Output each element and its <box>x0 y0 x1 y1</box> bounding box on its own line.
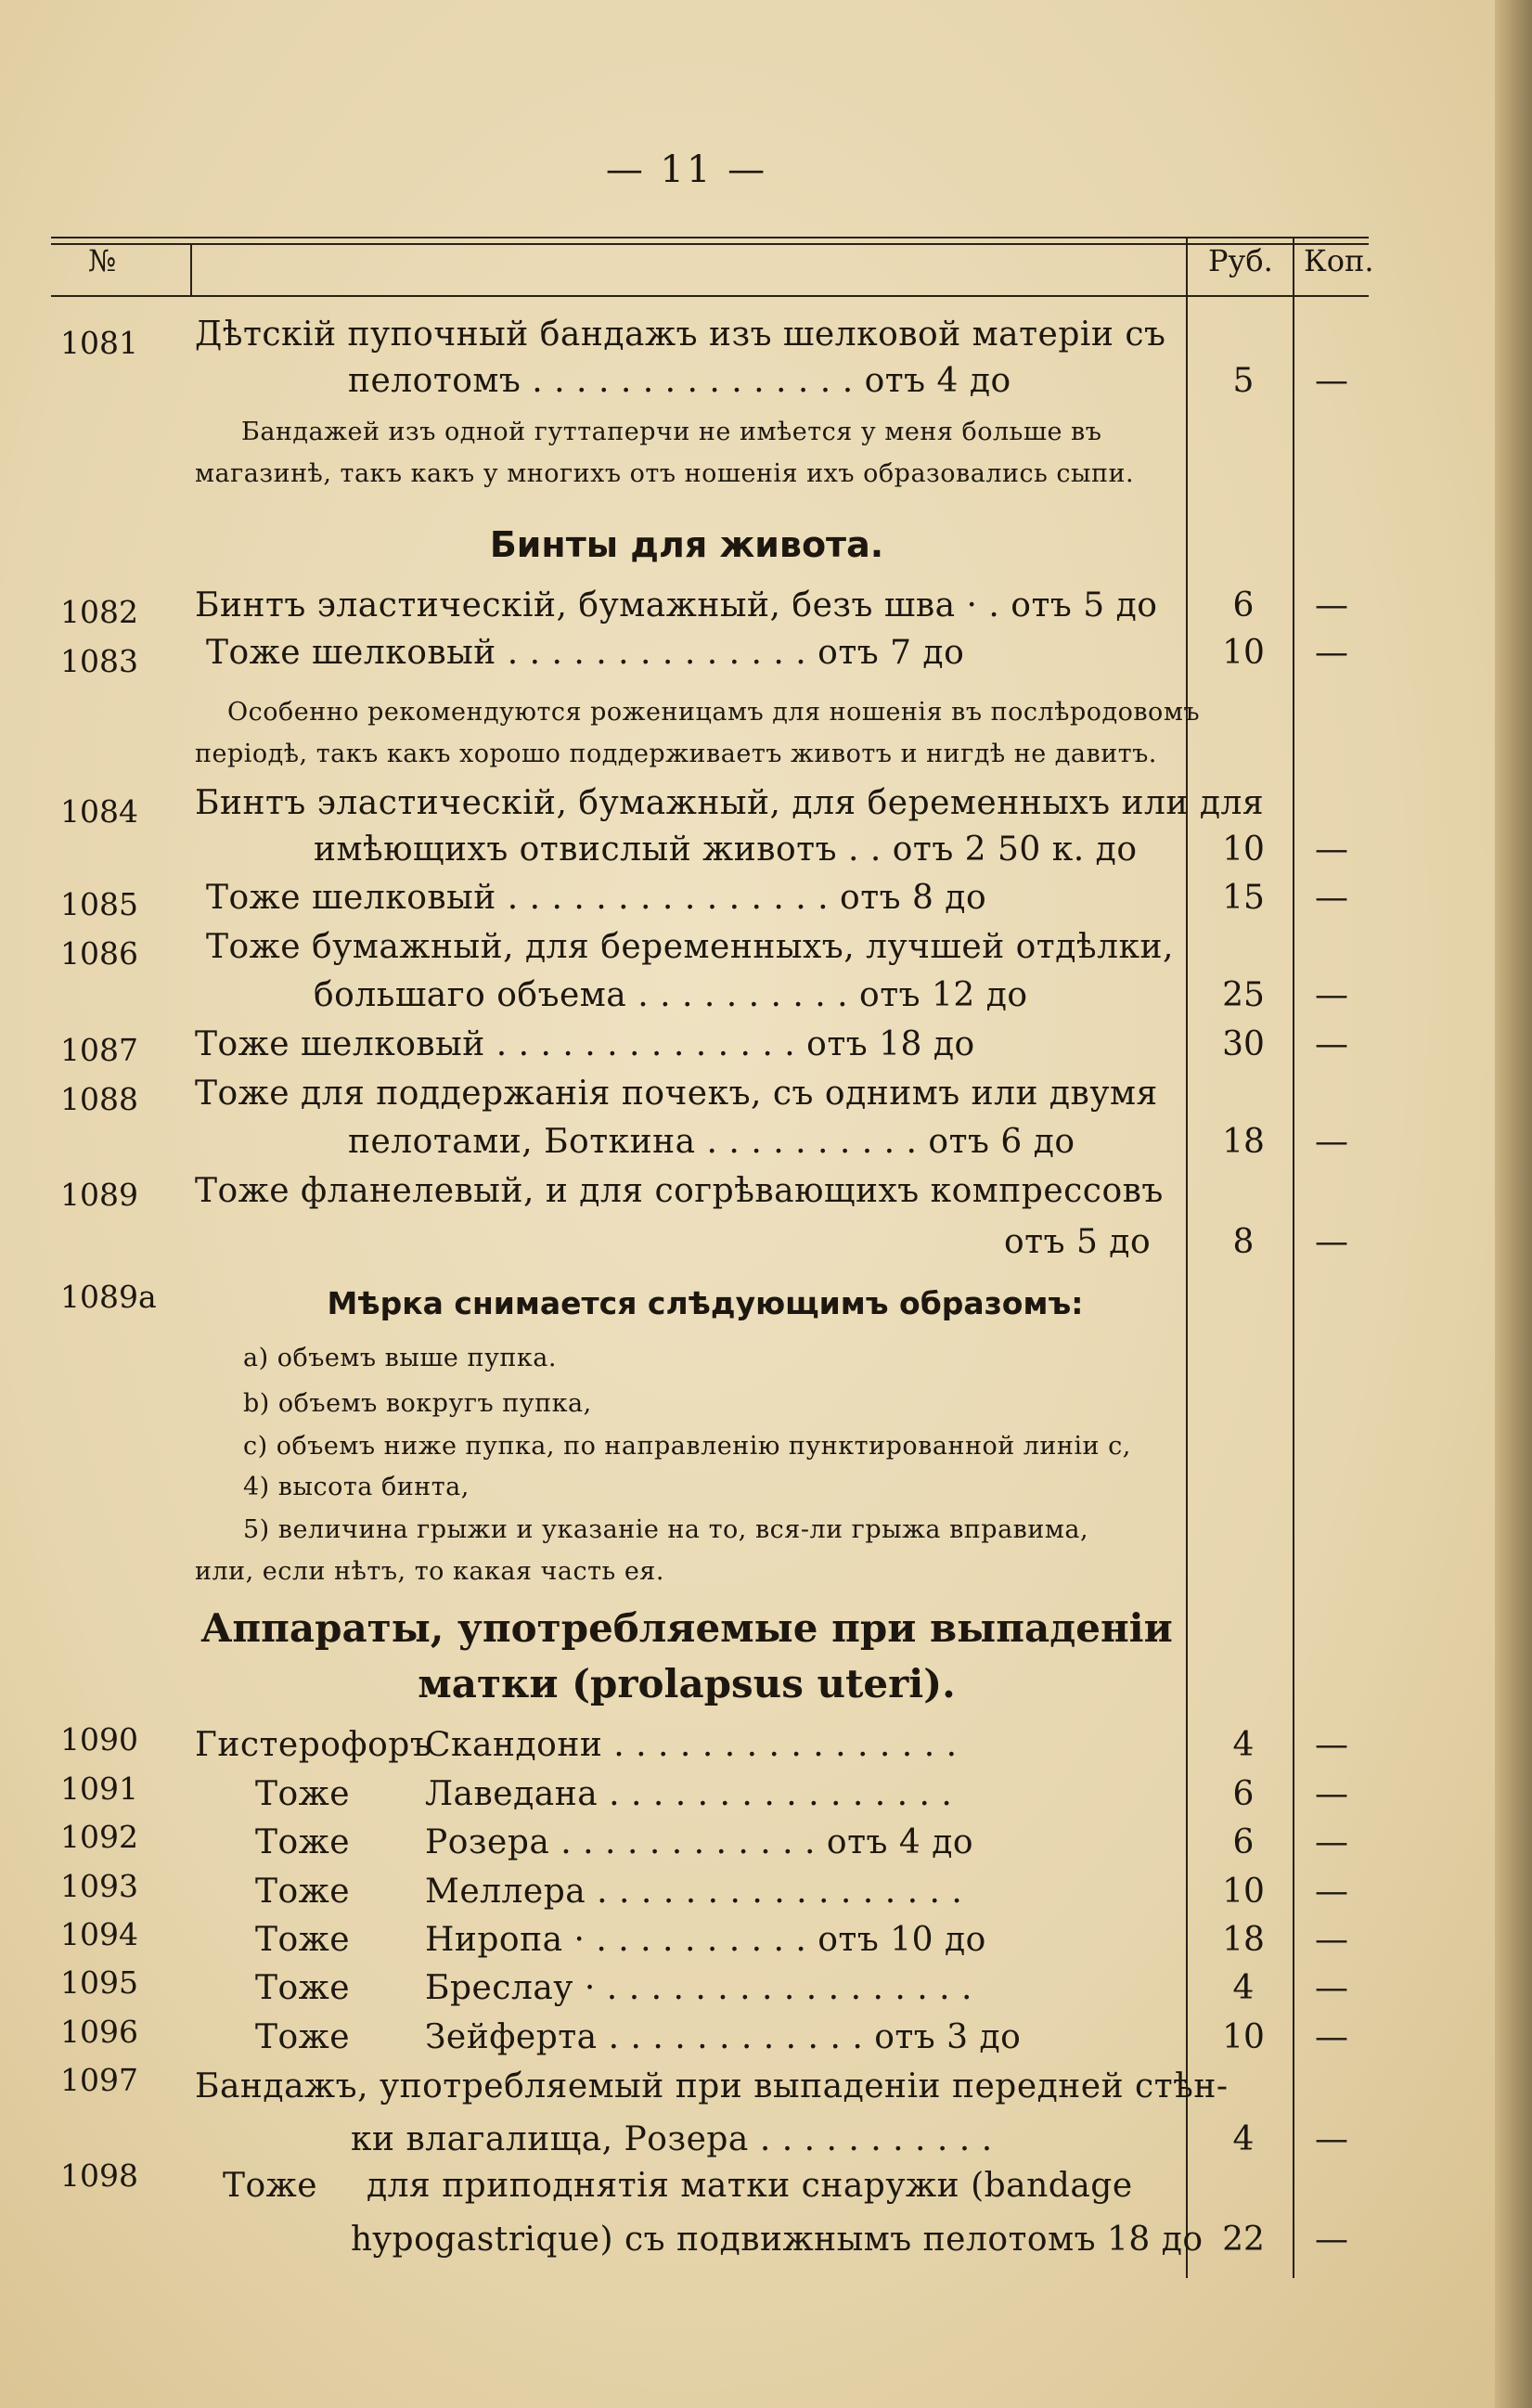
item-text: Тоже <box>255 2018 351 2056</box>
item-text-cont: Скандони . . . . . . . . . . . . . . . . <box>425 1726 958 1764</box>
item-number: 1092 <box>60 1819 138 1855</box>
price-kop: — <box>1315 2120 1348 2158</box>
item-text-cont: Бреслау · . . . . . . . . . . . . . . . . . <box>425 1969 972 2007</box>
item-text-cont: пелотами, Боткина . . . . . . . . . . отъ 6 до <box>348 1123 1075 1161</box>
price-kop: — <box>1315 634 1348 672</box>
item-text: Тоже шелковый . . . . . . . . . . . . . . отъ 7 до <box>206 634 965 672</box>
price-rub: 4 <box>1232 1969 1255 2007</box>
measure-item: или, если нѣтъ, то какая часть ея. <box>195 1557 664 1586</box>
header-rub: Руб. <box>1208 243 1273 278</box>
section-heading-cont: матки (prolapsus uteri). <box>418 1661 956 1706</box>
price-kop: — <box>1315 1775 1348 1813</box>
header-kop: Коп. <box>1304 243 1374 278</box>
price-rub: 10 <box>1222 1873 1265 1911</box>
price-rub: 30 <box>1222 1025 1265 1063</box>
measure-item: c) объемъ ниже пупка, по направленію пунктированной линіи с, <box>243 1432 1131 1461</box>
item-text-cont: Ниропа · . . . . . . . . . . отъ 10 до <box>425 1921 986 1959</box>
price-kop: — <box>1315 976 1348 1014</box>
item-text-cont: Лаведана . . . . . . . . . . . . . . . . <box>425 1775 953 1813</box>
item-text: Тоже <box>223 2167 318 2205</box>
price-rub: 6 <box>1232 1775 1255 1813</box>
price-rub: 10 <box>1222 831 1265 869</box>
price-rub: 8 <box>1232 1223 1255 1261</box>
item-text: Тоже для поддержанія почекъ, съ однимъ или двумя <box>195 1075 1158 1113</box>
item-text: Тоже <box>255 1921 351 1959</box>
item-text: Тоже <box>255 1775 351 1813</box>
item-text-cont: отъ 5 до <box>1004 1223 1152 1261</box>
price-kop: — <box>1315 362 1348 400</box>
price-kop: — <box>1315 1223 1348 1261</box>
price-kop: — <box>1315 1823 1348 1861</box>
price-kop: — <box>1315 1873 1348 1911</box>
item-number: 1091 <box>60 1771 138 1807</box>
price-rub: 4 <box>1232 2120 1255 2158</box>
item-number: 1089а <box>60 1279 157 1315</box>
item-text: Бинтъ эластическій, бумажный, для беременныхъ или для <box>195 784 1265 822</box>
note-text: Бандажей изъ одной гуттаперчи не имѣется у меня больше въ <box>241 418 1102 446</box>
item-number: 1084 <box>60 793 138 830</box>
item-number: 1094 <box>60 1916 138 1952</box>
col-divider-rub <box>1186 237 1188 2278</box>
price-kop: — <box>1315 2018 1348 2056</box>
item-number: 1097 <box>60 2062 138 2098</box>
note-text-cont: періодѣ, такъ какъ хорошо поддерживаетъ животъ и нигдѣ не давитъ. <box>195 740 1157 768</box>
item-number: 1087 <box>60 1032 138 1068</box>
item-number: 1085 <box>60 886 138 922</box>
item-text: Тоже фланелевый, и для согрѣвающихъ компрессовъ <box>195 1172 1164 1210</box>
price-kop: — <box>1315 879 1348 917</box>
price-rub: 25 <box>1222 976 1265 1014</box>
price-rub: 10 <box>1222 2018 1265 2056</box>
item-text-cont: Меллера . . . . . . . . . . . . . . . . . <box>425 1873 963 1911</box>
section-heading: Аппараты, употребляемые при выпаденіи <box>200 1605 1173 1651</box>
item-number: 1082 <box>60 594 138 630</box>
price-rub: 6 <box>1232 1823 1255 1861</box>
item-number: 1081 <box>60 325 138 361</box>
item-text: Тоже <box>255 1873 351 1911</box>
measure-item: 5) величина грыжи и указаніе на то, вся-ли грыжа вправима, <box>243 1515 1089 1544</box>
price-kop: — <box>1315 1969 1348 2007</box>
note-text-cont: магазинѣ, такъ какъ у многихъ отъ ношенія ихъ образовались сыпи. <box>195 459 1135 488</box>
price-rub: 5 <box>1232 362 1255 400</box>
price-kop: — <box>1315 1123 1348 1161</box>
item-text: Гистерофоръ <box>195 1726 432 1764</box>
measure-item: 4) высота бинта, <box>243 1473 470 1501</box>
col-divider-no <box>190 243 192 295</box>
price-kop: — <box>1315 831 1348 869</box>
item-text: Бинтъ эластическій, бумажный, безъ шва · . отъ 5 до <box>195 586 1158 625</box>
item-number: 1090 <box>60 1721 138 1758</box>
item-number: 1083 <box>60 643 138 679</box>
price-rub: 10 <box>1222 634 1265 672</box>
item-number: 1089 <box>60 1177 138 1213</box>
item-text-cont: для приподнятія матки снаружи (bandage <box>367 2167 1133 2205</box>
item-text-cont: пелотомъ . . . . . . . . . . . . . . . отъ 4 до <box>348 362 1011 400</box>
item-text: Дѣтскій пупочный бандажъ изъ шелковой матеріи съ <box>195 315 1166 354</box>
page-edge <box>1495 0 1532 2408</box>
price-kop: — <box>1315 586 1348 625</box>
item-text: Тоже шелковый . . . . . . . . . . . . . . отъ 18 до <box>195 1025 975 1063</box>
header-no: № <box>88 243 117 278</box>
top-rule <box>51 237 1369 238</box>
price-rub: 15 <box>1222 879 1265 917</box>
item-text-cont: Зейферта . . . . . . . . . . . . отъ 3 до <box>425 2018 1022 2056</box>
item-number: 1098 <box>60 2157 138 2194</box>
item-number: 1088 <box>60 1081 138 1117</box>
item-text-cont: большаго объема . . . . . . . . . . отъ 12 до <box>314 976 1028 1014</box>
price-kop: — <box>1315 2221 1348 2259</box>
item-text-cont: имѣющихъ отвислый животъ . . отъ 2 50 к. до <box>314 831 1138 869</box>
price-kop: — <box>1315 1726 1348 1764</box>
price-rub: 18 <box>1222 1921 1265 1959</box>
header-rule <box>51 295 1369 297</box>
item-text: Бандажъ, употребляемый при выпаденіи передней стѣн- <box>195 2067 1229 2105</box>
price-rub: 22 <box>1222 2221 1265 2259</box>
item-text: Тоже бумажный, для беременныхъ, лучшей отдѣлки, <box>206 928 1174 966</box>
measure-item: а) объемъ выше пупка. <box>243 1344 557 1372</box>
note-text: Особенно рекомендуются роженицамъ для ношенія въ послѣродовомъ <box>227 698 1200 727</box>
price-rub: 6 <box>1232 586 1255 625</box>
top-rule-2 <box>51 243 1369 245</box>
item-text: Тоже <box>255 1823 351 1861</box>
page-number: — 11 — <box>605 148 768 191</box>
measure-heading: Мѣрка снимается слѣдующимъ образомъ: <box>327 1285 1084 1321</box>
item-number: 1096 <box>60 2014 138 2050</box>
item-number: 1095 <box>60 1964 138 2001</box>
section-heading: Бинты для живота. <box>489 524 884 565</box>
item-text: Тоже шелковый . . . . . . . . . . . . . . . отъ 8 до <box>206 879 987 917</box>
price-rub: 4 <box>1232 1726 1255 1764</box>
item-text-cont: hypogastrique) съ подвижнымъ пелотомъ 18 до <box>351 2221 1204 2259</box>
item-text-cont: Розера . . . . . . . . . . . . отъ 4 до <box>425 1823 974 1861</box>
item-text: Тоже <box>255 1969 351 2007</box>
price-kop: — <box>1315 1921 1348 1959</box>
price-rub: 18 <box>1222 1123 1265 1161</box>
item-number: 1086 <box>60 935 138 972</box>
measure-item: b) объемъ вокругъ пупка, <box>243 1389 592 1418</box>
item-number: 1093 <box>60 1868 138 1904</box>
price-kop: — <box>1315 1025 1348 1063</box>
item-text-cont: ки влагалища, Розера . . . . . . . . . . . <box>351 2120 993 2158</box>
